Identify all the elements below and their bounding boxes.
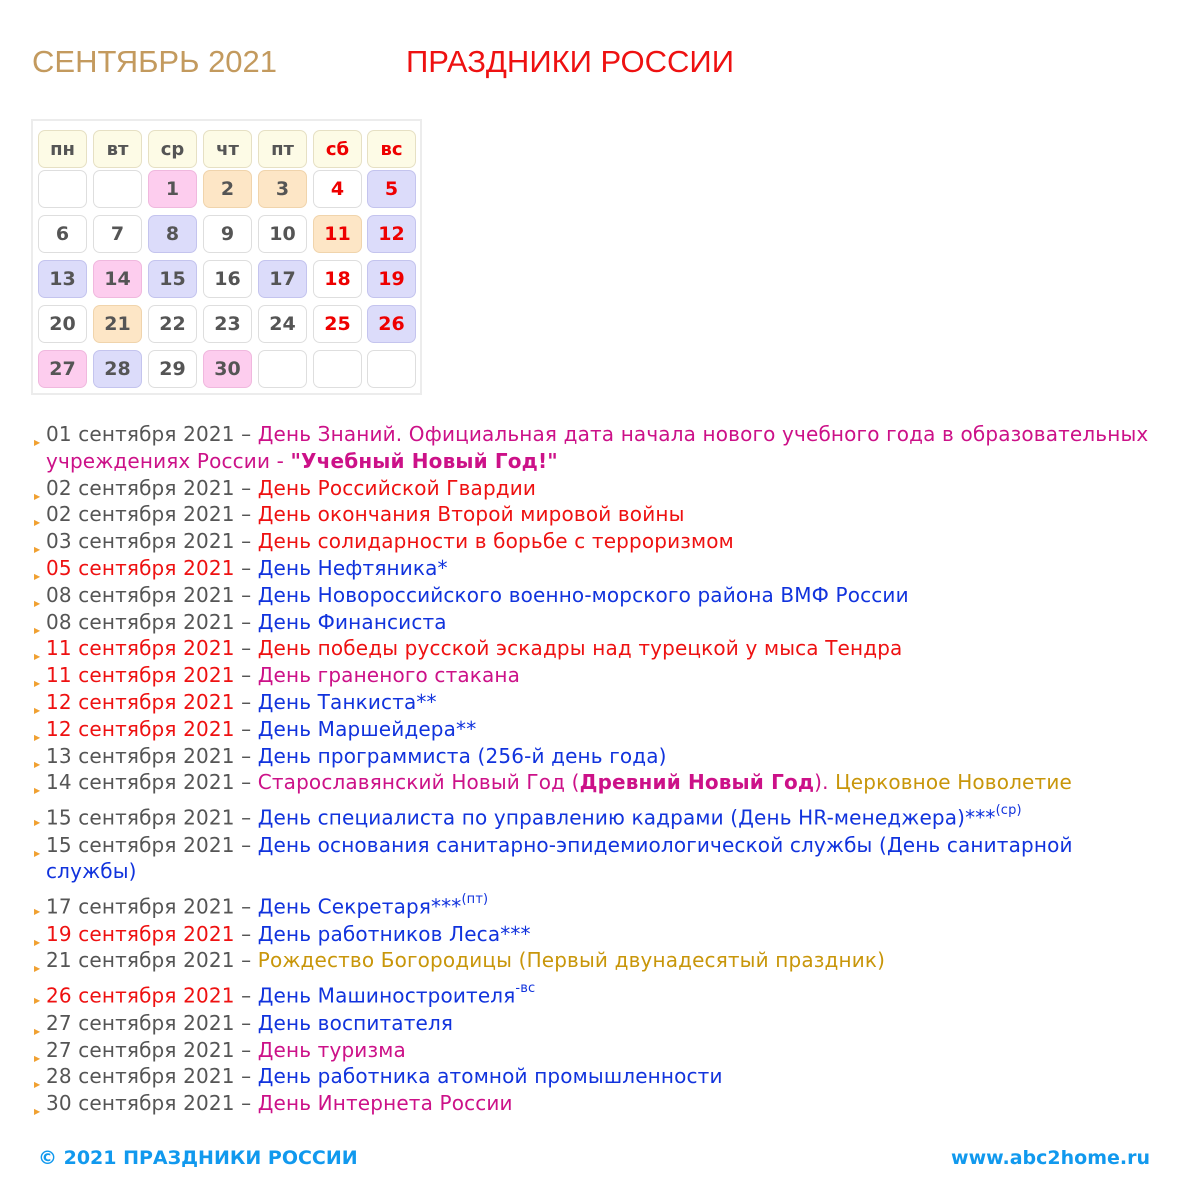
date-separator: – — [234, 529, 258, 554]
holiday-date: 08 сентября 2021 — [46, 582, 235, 607]
bullet-arrow-icon: ▶ — [34, 598, 41, 608]
holiday-date: 26 сентября 2021 — [46, 983, 235, 1008]
bullet-arrow-icon: ▶ — [34, 964, 41, 974]
date-separator: – — [234, 475, 258, 500]
holiday-date: 28 сентября 2021 — [46, 1064, 235, 1089]
calendar-empty-cell — [93, 170, 142, 208]
holiday-item — [34, 979, 1166, 1009]
calendar-day[interactable]: 8 — [148, 215, 197, 253]
holiday-date: 27 сентября 2021 — [46, 1010, 235, 1035]
bullet-arrow-icon: ▶ — [34, 1026, 41, 1036]
holiday-name: Церковное Новолетие — [835, 770, 1072, 795]
holiday-date: 30 сентября 2021 — [46, 1091, 235, 1116]
holiday-date: 21 сентября 2021 — [46, 948, 235, 973]
bullet-arrow-icon: ▶ — [34, 996, 41, 1006]
calendar-day[interactable]: 4 — [313, 170, 362, 208]
calendar-day[interactable]: 25 — [313, 305, 362, 343]
date-separator: – — [234, 609, 258, 634]
bullet-arrow-icon: ▶ — [34, 545, 41, 555]
holiday-name: (ср) — [995, 803, 1022, 819]
weekday-header: пн — [38, 130, 87, 168]
bullet-arrow-icon: ▶ — [34, 759, 41, 769]
holiday-name: День граненого стакана — [257, 663, 521, 688]
holiday-name: День программиста (256-й день года) — [257, 743, 667, 768]
holiday-item — [34, 475, 1166, 502]
holiday-name: -вс — [515, 981, 536, 997]
bullet-arrow-icon: ▶ — [34, 732, 41, 742]
calendar-day[interactable]: 6 — [38, 215, 87, 253]
date-separator: – — [234, 948, 258, 973]
holiday-item — [34, 501, 1166, 528]
bullet-arrow-icon: ▶ — [34, 1080, 41, 1090]
date-separator: – — [234, 832, 258, 857]
holiday-item — [34, 421, 1166, 475]
calendar-day[interactable]: 17 — [258, 260, 307, 298]
holiday-item — [34, 890, 1166, 920]
holiday-name: Старославянский Новый Год ( — [257, 770, 580, 795]
holiday-date: 14 сентября 2021 — [46, 770, 235, 795]
weekday-header: вт — [93, 130, 142, 168]
holiday-item — [34, 689, 1166, 716]
holiday-name: День специалиста по управлению кадрами (День HR-менеджера)*** — [257, 805, 996, 830]
date-separator: – — [234, 1064, 258, 1089]
holiday-name: "Учебный Новый Год!" — [290, 448, 558, 473]
date-separator: – — [234, 555, 258, 580]
holiday-name: День воспитателя — [257, 1010, 454, 1035]
calendar-day[interactable]: 23 — [203, 305, 252, 343]
calendar-empty-cell — [313, 350, 362, 388]
weekday-header: пт — [258, 130, 307, 168]
holiday-name: День Нефтяника* — [257, 555, 448, 580]
calendar-day[interactable]: 27 — [38, 350, 87, 388]
calendar-empty-cell — [258, 350, 307, 388]
calendar-day[interactable]: 30 — [203, 350, 252, 388]
date-separator: – — [234, 1010, 258, 1035]
calendar-day[interactable]: 21 — [93, 305, 142, 343]
holiday-name: День Машиностроителя — [257, 983, 516, 1008]
holiday-item — [34, 662, 1166, 689]
holiday-item — [34, 528, 1166, 555]
footer-site-link[interactable]: www.abc2home.ru — [951, 1147, 1150, 1169]
holiday-name: (пт) — [461, 892, 489, 908]
holiday-item — [34, 1010, 1166, 1037]
calendar-empty-cell — [367, 350, 416, 388]
holiday-date: 01 сентября 2021 — [46, 422, 235, 446]
calendar-day[interactable]: 22 — [148, 305, 197, 343]
holiday-date: 15 сентября 2021 — [46, 832, 235, 857]
holiday-date: 12 сентября 2021 — [46, 716, 235, 741]
calendar-day[interactable]: 12 — [367, 215, 416, 253]
holiday-date: 02 сентября 2021 — [46, 502, 235, 527]
holiday-date: 03 сентября 2021 — [46, 529, 235, 554]
holiday-date: 11 сентября 2021 — [46, 636, 235, 661]
holiday-name: День Финансиста — [257, 609, 447, 634]
holiday-item — [34, 609, 1166, 636]
date-separator: – — [234, 422, 258, 446]
calendar-day[interactable]: 14 — [93, 260, 142, 298]
holiday-item — [34, 716, 1166, 743]
date-separator: – — [234, 894, 258, 919]
date-separator: – — [234, 1091, 258, 1116]
calendar-day[interactable]: 16 — [203, 260, 252, 298]
calendar-empty-cell — [38, 170, 87, 208]
holiday-item — [34, 635, 1166, 662]
holiday-name: День Секретаря*** — [257, 894, 462, 919]
calendar-day[interactable]: 15 — [148, 260, 197, 298]
calendar-day[interactable]: 20 — [38, 305, 87, 343]
bullet-arrow-icon: ▶ — [34, 1107, 41, 1117]
holiday-name: День окончания Второй мировой войны — [257, 502, 685, 527]
holiday-name: День основания санитарно-эпидемиологической службы (День санитарной службы) — [46, 832, 1073, 884]
holiday-name: День солидарности в борьбе с терроризмом — [257, 529, 734, 554]
date-separator: – — [234, 770, 258, 795]
bullet-arrow-icon: ▶ — [34, 848, 41, 858]
holiday-date: 13 сентября 2021 — [46, 743, 235, 768]
holiday-name: День туризма — [257, 1037, 406, 1062]
date-separator: – — [234, 582, 258, 607]
holiday-name: ). — [814, 770, 836, 795]
bullet-arrow-icon: ▶ — [34, 491, 41, 501]
calendar-day[interactable]: 24 — [258, 305, 307, 343]
holiday-date: 02 сентября 2021 — [46, 475, 235, 500]
holiday-date: 27 сентября 2021 — [46, 1037, 235, 1062]
holiday-item — [34, 801, 1166, 831]
holiday-name: День Знаний. Официальная дата начала нового учебного года в образовательных учреждениях России - — [46, 422, 1149, 473]
bullet-arrow-icon: ▶ — [34, 679, 41, 689]
holiday-item — [34, 832, 1166, 886]
date-separator: – — [234, 1037, 258, 1062]
holiday-name: Древний Новый Год — [579, 770, 815, 795]
holiday-item — [34, 947, 1166, 974]
date-separator: – — [234, 663, 258, 688]
calendar-day[interactable]: 19 — [367, 260, 416, 298]
bullet-arrow-icon: ▶ — [34, 705, 41, 715]
calendar-day[interactable]: 5 — [367, 170, 416, 208]
holiday-date: 12 сентября 2021 — [46, 689, 235, 714]
holiday-date: 08 сентября 2021 — [46, 609, 235, 634]
bullet-arrow-icon: ▶ — [34, 786, 41, 796]
bullet-arrow-icon: ▶ — [34, 518, 41, 528]
calendar-day[interactable]: 13 — [38, 260, 87, 298]
page-title: ПРАЗДНИКИ РОССИИ — [406, 44, 734, 79]
holiday-list — [34, 421, 1166, 1117]
holiday-item — [34, 743, 1166, 770]
holiday-item — [34, 1090, 1166, 1117]
date-separator: – — [234, 636, 258, 661]
holiday-item — [34, 1063, 1166, 1090]
holiday-date: 19 сентября 2021 — [46, 921, 235, 946]
weekday-header: ср — [148, 130, 197, 168]
holiday-name: День Танкиста** — [257, 689, 437, 714]
holiday-item — [34, 769, 1166, 796]
calendar-day[interactable]: 28 — [93, 350, 142, 388]
month-title: СЕНТЯБРЬ 2021 — [32, 44, 278, 79]
calendar-day[interactable]: 18 — [313, 260, 362, 298]
holiday-item — [34, 1037, 1166, 1064]
calendar-day[interactable]: 26 — [367, 305, 416, 343]
calendar-day[interactable]: 7 — [93, 215, 142, 253]
date-separator: – — [234, 743, 258, 768]
bullet-arrow-icon: ▶ — [34, 937, 41, 947]
holiday-item — [34, 555, 1166, 582]
holiday-name: Рождество Богородицы (Первый двунадесятый праздник) — [257, 948, 886, 973]
calendar-day[interactable]: 2 — [203, 170, 252, 208]
calendar-day[interactable]: 29 — [148, 350, 197, 388]
bullet-arrow-icon: ▶ — [34, 625, 41, 635]
date-separator: – — [234, 983, 258, 1008]
bullet-arrow-icon: ▶ — [34, 438, 41, 447]
calendar-day[interactable]: 3 — [258, 170, 307, 208]
month-calendar — [31, 119, 422, 395]
holiday-name: День победы русской эскадры над турецкой у мыса Тендра — [257, 636, 903, 661]
calendar-day[interactable]: 9 — [203, 215, 252, 253]
holiday-date: 15 сентября 2021 — [46, 805, 235, 830]
date-separator: – — [234, 502, 258, 527]
holiday-name: День работников Леса*** — [257, 921, 531, 946]
holiday-date: 17 сентября 2021 — [46, 894, 235, 919]
weekday-header: чт — [203, 130, 252, 168]
holiday-date: 05 сентября 2021 — [46, 555, 235, 580]
date-separator: – — [234, 805, 258, 830]
calendar-day[interactable]: 1 — [148, 170, 197, 208]
bullet-arrow-icon: ▶ — [34, 818, 41, 828]
calendar-day[interactable]: 11 — [313, 215, 362, 253]
holiday-name: День Маршейдера** — [257, 716, 477, 741]
holiday-item — [34, 582, 1166, 609]
holiday-name: День Российской Гвардии — [257, 475, 537, 500]
date-separator: – — [234, 716, 258, 741]
holiday-date: 11 сентября 2021 — [46, 663, 235, 688]
bullet-arrow-icon: ▶ — [34, 652, 41, 662]
holiday-name: День Новороссийского военно-морского района ВМФ России — [257, 582, 909, 607]
footer-copyright: © 2021 ПРАЗДНИКИ РОССИИ — [38, 1147, 358, 1169]
bullet-arrow-icon: ▶ — [34, 907, 41, 917]
date-separator: – — [234, 921, 258, 946]
weekday-header: вс — [367, 130, 416, 168]
weekday-header: сб — [313, 130, 362, 168]
holiday-name: День работника атомной промышленности — [257, 1064, 723, 1089]
bullet-arrow-icon: ▶ — [34, 1053, 41, 1063]
calendar-day[interactable]: 10 — [258, 215, 307, 253]
date-separator: – — [234, 689, 258, 714]
holiday-item — [34, 921, 1166, 948]
bullet-arrow-icon: ▶ — [34, 571, 41, 581]
holiday-name: День Интернета России — [257, 1091, 513, 1116]
